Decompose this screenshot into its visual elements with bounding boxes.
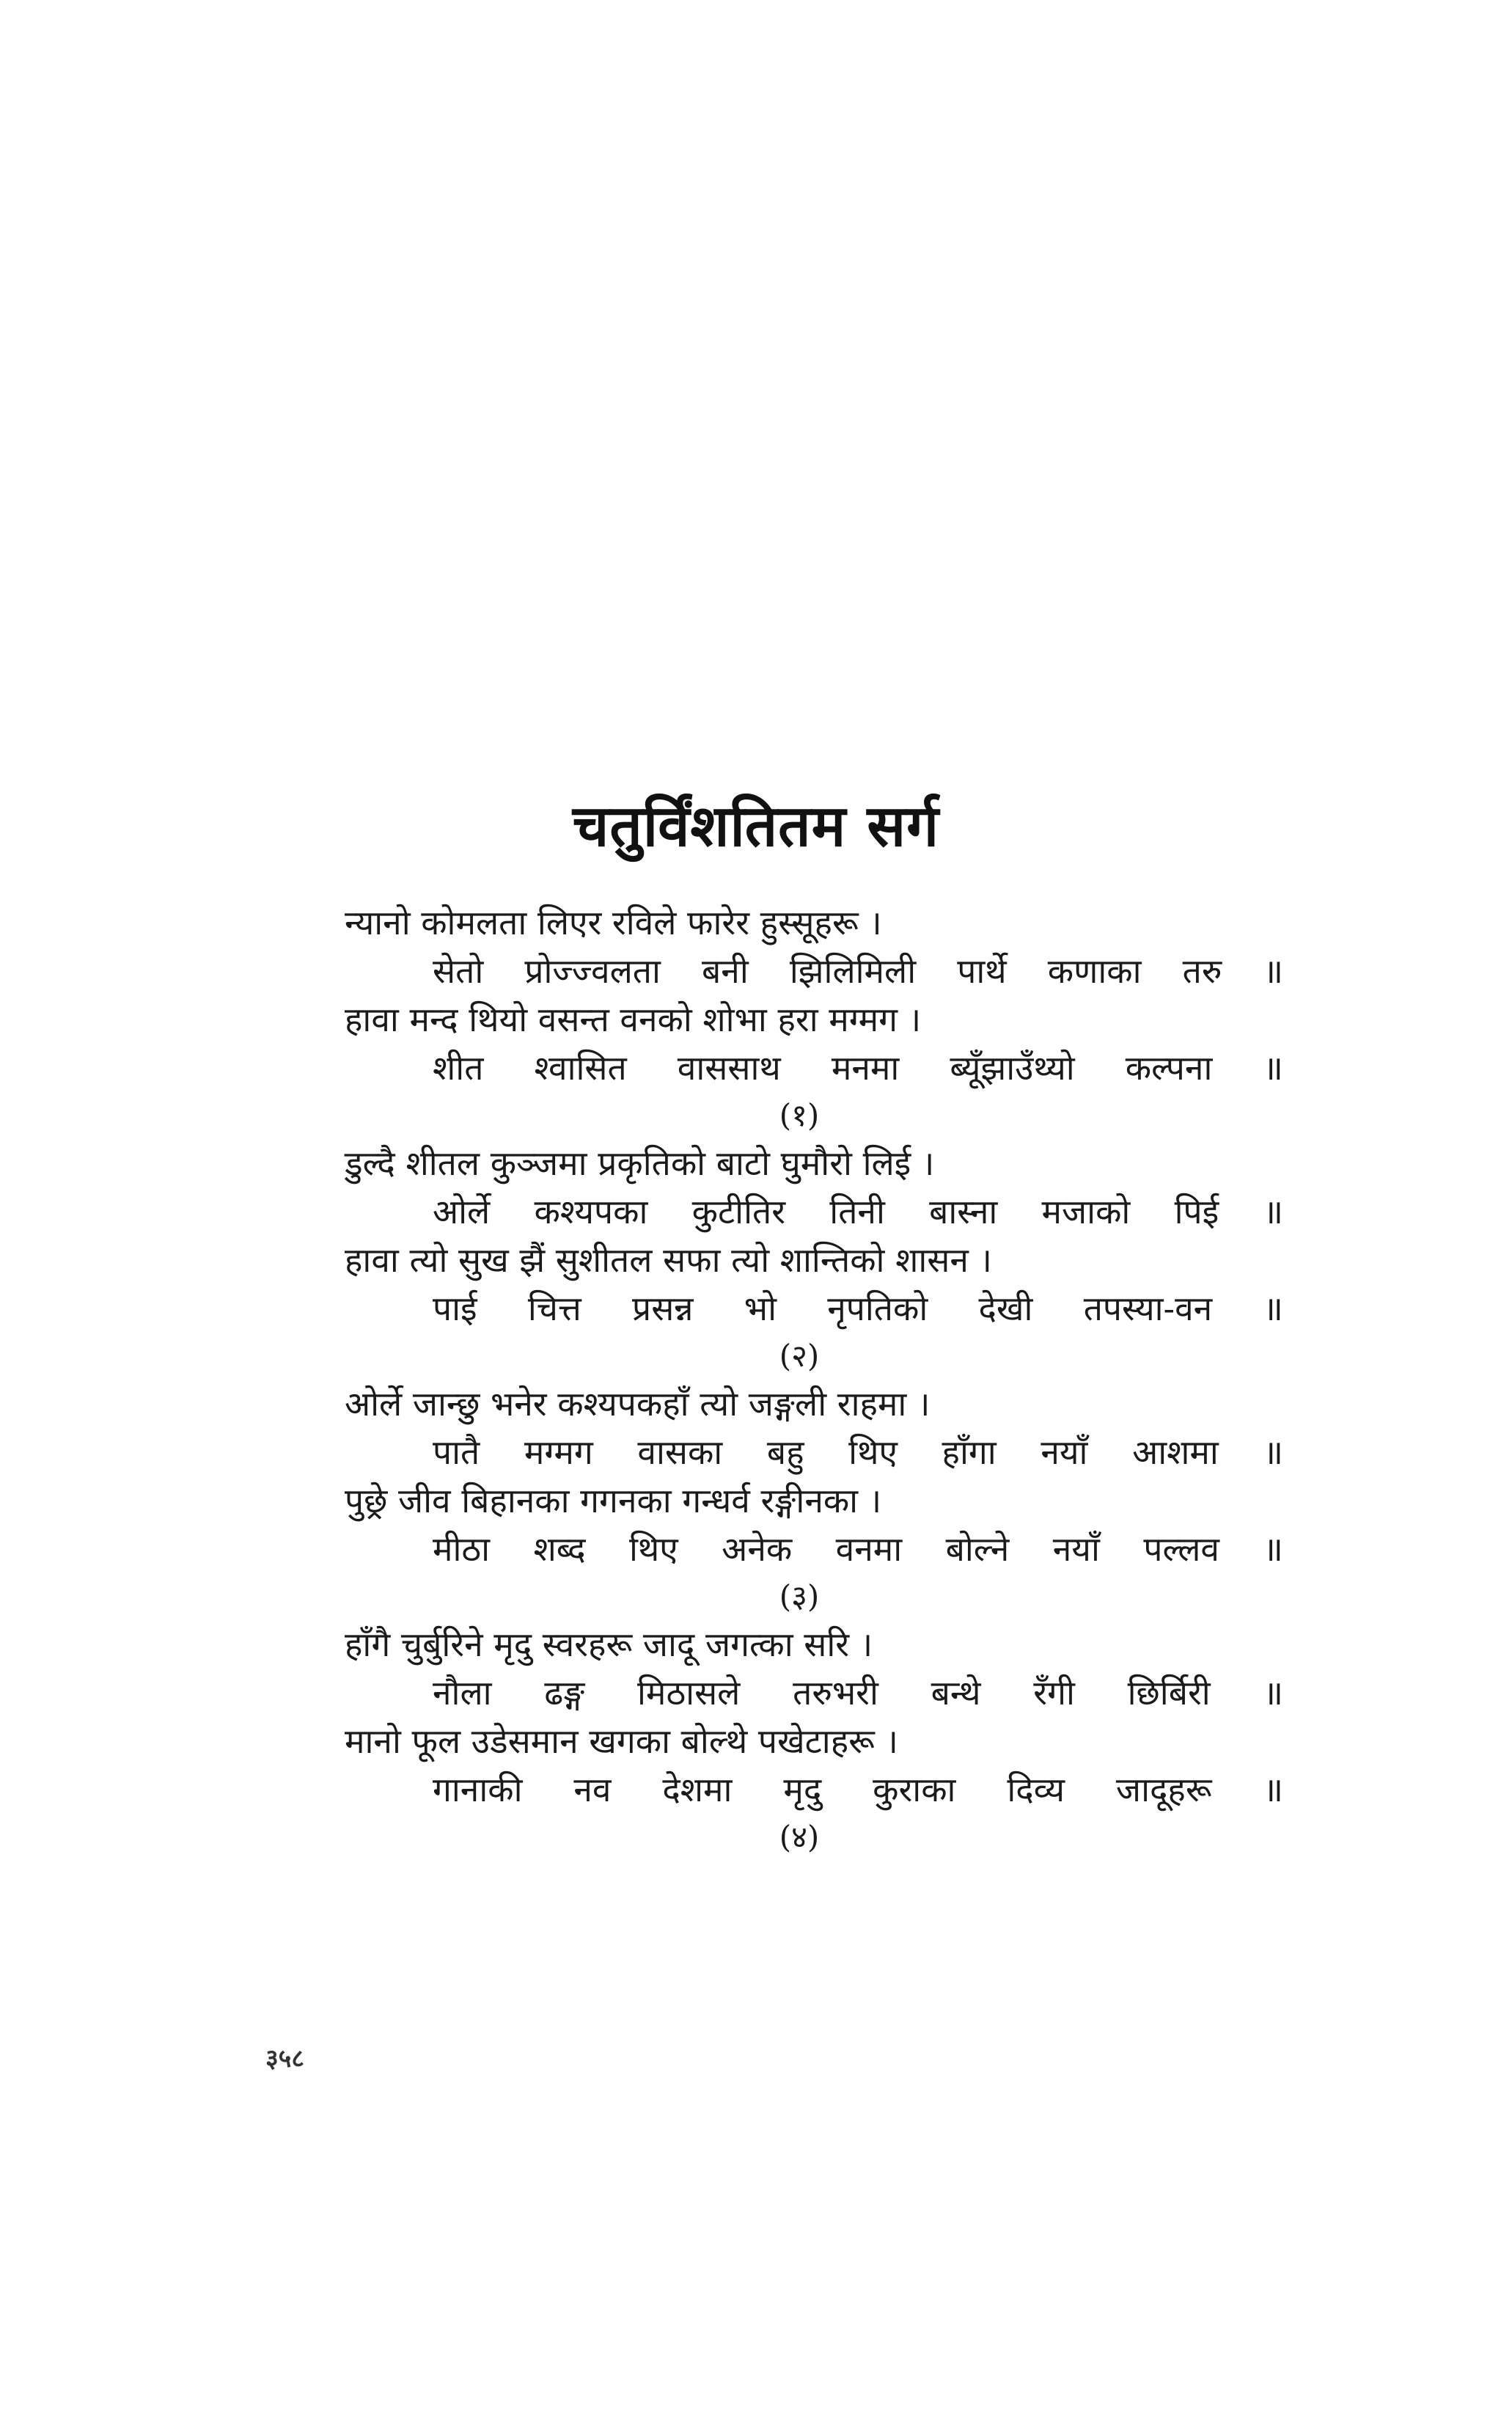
verse-line: पातै मग्मग वासका बहु थिए हाँगा नयाँ आशमा ॥	[433, 1432, 1283, 1472]
verse-line: ओर्ले जान्छु भनेर कश्यपकहाँ त्यो जङ्गली राहमा ।	[345, 1384, 931, 1424]
verse-line: पुछ्रे जीव बिहानका गगनका गन्धर्व रङ्गीनका ।	[345, 1481, 882, 1520]
stanza-number: (१)	[779, 1097, 820, 1133]
verse-line: नौला ढङ्ग मिठासले तरुभरी बन्थे रँगी छिर्बिरी ॥	[433, 1673, 1283, 1713]
verse-line: मीठा शब्द थिए अनेक वनमा बोल्ने नयाँ पल्लव ॥	[433, 1529, 1283, 1569]
stanza-1	[345, 898, 1283, 1139]
stanza-number: (३)	[779, 1578, 820, 1614]
page-number: ३५८	[265, 2044, 305, 2073]
verse-line: हावा मन्द थियो वसन्त वनको शोभा हरा मग्मग ।	[345, 1000, 922, 1039]
verse-line: ओर्ले कश्यपका कुटीतिर तिनी बास्ना मजाको पिई ॥	[433, 1192, 1283, 1231]
stanza-number: (२)	[779, 1338, 820, 1374]
verse-line: हावा त्यो सुख झैं सुशीतल सफा त्यो शान्तिको शासन ।	[345, 1240, 992, 1280]
stanza-number: (४)	[779, 1819, 820, 1855]
verse-line: हाँगै चुर्बुरिने मृदु स्वरहरू जादू जगत्का सरि ।	[345, 1625, 873, 1664]
stanza-3	[345, 1380, 1283, 1620]
verse-line: मानो फूल उडेसमान खगका बोल्थे पखेटाहरू ।	[345, 1721, 898, 1761]
verse-line: डुल्दै शीतल कुञ्जमा प्रकृतिको बाटो घुमौरो लिई ।	[345, 1143, 935, 1183]
verse-line: गानाकी नव देशमा मृदु कुराका दिव्य जादूहरू ॥	[433, 1770, 1283, 1809]
verse-line: शीत श्वासित वाससाथ मनमा ब्यूँझाउँथ्यो कल्पना ॥	[433, 1048, 1283, 1088]
stanza-2	[345, 1139, 1283, 1380]
stanza-4	[345, 1620, 1283, 1861]
poem	[345, 898, 1283, 1861]
verse-line: पाई चित्त प्रसन्न भो नृपतिको देखी तपस्या-वन ॥	[433, 1289, 1283, 1328]
verse-line: न्यानो कोमलता लिएर रविले फारेर हुस्सूहरू ।	[345, 903, 882, 942]
chapter-title: चतुर्विंशतितम सर्ग	[572, 794, 940, 860]
verse-line: सेतो प्रोज्ज्वलता बनी झिलिमिली पार्थे कणाका तरु ॥	[433, 951, 1283, 991]
